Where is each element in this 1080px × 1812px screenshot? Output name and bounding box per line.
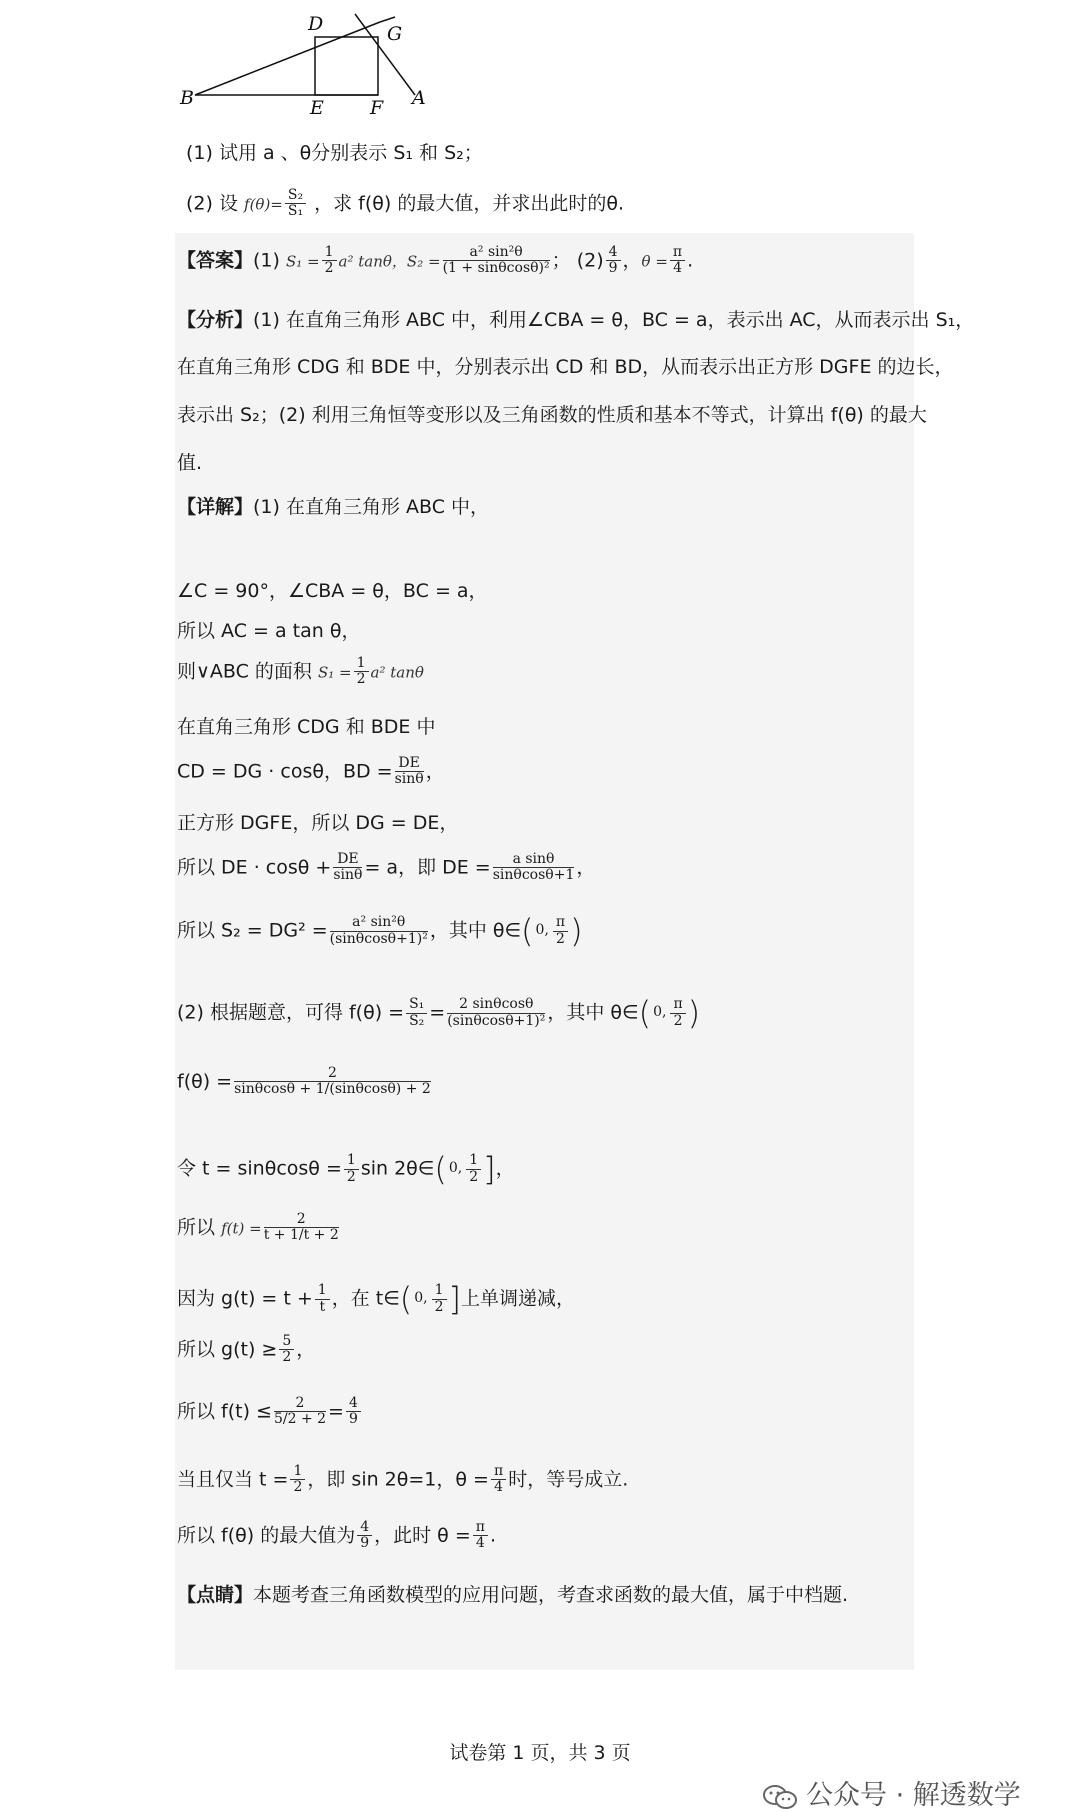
question-2: (2) 设 f(θ)= $\frac{\text{S₂}}{\text{S₁}}$ ，求 f(θ) 的最大值，并求出此时的θ. bbox=[186, 187, 625, 220]
detail-line-17: 当且仅当 t = $\frac{1}{2}$ ，即 sin 2θ=1，θ = $\frac{\pi}{4}$ 时，等号成立. bbox=[177, 1463, 629, 1496]
wechat-icon bbox=[762, 1784, 798, 1810]
label-D: D bbox=[308, 13, 324, 35]
question-1: (1) 试用 a 、θ分别表示 S₁ 和 S₂； bbox=[186, 142, 483, 164]
detail-line-13: 所以 f(t) = $\frac{2}{t + 1/t + 2}$ bbox=[177, 1211, 339, 1244]
watermark-text: 公众号 · 解透数学 bbox=[806, 1780, 1021, 1811]
detail-line-9: 所以 S₂ = DG² = $\frac{\text{a² sin²θ}}{\text{(sinθcosθ+1)²}}$ ，其中 θ∈( 0, $\frac{\pi}{2}$ ) bbox=[177, 912, 583, 950]
label-B: B bbox=[180, 87, 194, 109]
detail-line-12: 令 t = sinθcosθ = $\frac{1}{2}$ sin 2θ∈( 0, $\frac{1}{2}$ ]， bbox=[177, 1150, 515, 1188]
analysis-line-2: 在直角三角形 CDG 和 BDE 中，分别表示出 CD 和 BD，从而表示出正方形 DGFE 的边长， bbox=[177, 356, 954, 378]
detail-line-16: 所以 f(t) ≤ $\frac{2}{5/2 + 2}$ = $\frac{4}{9}$ bbox=[177, 1396, 363, 1428]
detail-line-2: ∠C = 90°，∠CBA = θ，BC = a， bbox=[177, 580, 488, 602]
comment-line: 【点睛】本题考查三角函数模型的应用问题，考查求函数的最大值，属于中档题. bbox=[177, 1584, 849, 1606]
label-G: G bbox=[387, 23, 403, 45]
detail-line-10: (2) 根据题意，可得 f(θ) = $\frac{\text{S₁}}{\text{S₂}}$ = $\frac{2 \sin\theta\cos\theta}{\text{(sinθcosθ+1)²}}$ ，其中 θ∈( 0, $\frac{\pi}{2}$ ) bbox=[177, 994, 701, 1032]
geometry-figure bbox=[150, 0, 450, 115]
detail-line-8: 所以 DE · cosθ + $\frac{DE}{\sin\theta}$ = a，即 DE = $\frac{\text{a sinθ}}{\sin\theta\cos\theta+1}$ ， bbox=[177, 851, 596, 884]
page-footer: 试卷第 1 页，共 3 页 bbox=[449, 1742, 631, 1764]
detail-line-3: 所以 AC = a tan θ， bbox=[177, 620, 361, 642]
label-A: A bbox=[412, 87, 426, 109]
detail-line-11: f(θ) = $\frac{2}{\sin\theta\cos\theta + 1/(\sin\theta\cos\theta) + 2}$ bbox=[177, 1065, 431, 1098]
label-F: F bbox=[370, 97, 384, 115]
detail-line-14: 因为 g(t) = t + $\frac{1}{t}$ ，在 t∈( 0, $\frac{1}{2}$ ]上单调递减， bbox=[177, 1280, 576, 1318]
analysis-line-1: 【分析】(1) 在直角三角形 ABC 中，利用∠CBA = θ，BC = a，表示出 AC，从而表示出 S₁， bbox=[177, 309, 975, 331]
detail-line-5: 在直角三角形 CDG 和 BDE 中 bbox=[177, 716, 436, 738]
detail-line-7: 正方形 DGFE，所以 DG = DE， bbox=[177, 812, 459, 834]
label-E: E bbox=[310, 97, 324, 115]
answer-line: 【答案】(1) S₁ = $\frac{1}{2}$ a² tanθ，S₂ = $\frac{\text{a² sin²θ}}{\text{(1 + sinθcosθ)²}}$ ； (2) $\frac{4}{9}$ ，θ = $\frac{\pi}{4}$ . bbox=[177, 244, 694, 277]
detail-line-18: 所以 f(θ) 的最大值为 $\frac{4}{9}$ ，此时 θ = $\frac{\pi}{4}$ . bbox=[177, 1519, 497, 1552]
solution-panel bbox=[175, 233, 914, 1670]
analysis-line-3: 表示出 S₂；(2) 利用三角恒等变形以及三角函数的性质和基本不等式，计算出 f(θ) 的最大 bbox=[177, 404, 927, 426]
watermark bbox=[762, 1773, 1021, 1812]
triangle-lines bbox=[195, 14, 415, 95]
detail-line-6: CD = DG · cosθ，BD = $\frac{DE}{\sin\theta}$ ， bbox=[177, 755, 445, 788]
detail-line-4: 则∨ABC 的面积 S₁ = $\frac{1}{2}$ a² tanθ bbox=[177, 655, 424, 688]
detail-line-1: 【详解】(1) 在直角三角形 ABC 中， bbox=[177, 496, 490, 518]
analysis-line-4: 值. bbox=[177, 452, 203, 474]
detail-line-15: 所以 g(t) ≥ $\frac{5}{2}$ ， bbox=[177, 1333, 316, 1366]
